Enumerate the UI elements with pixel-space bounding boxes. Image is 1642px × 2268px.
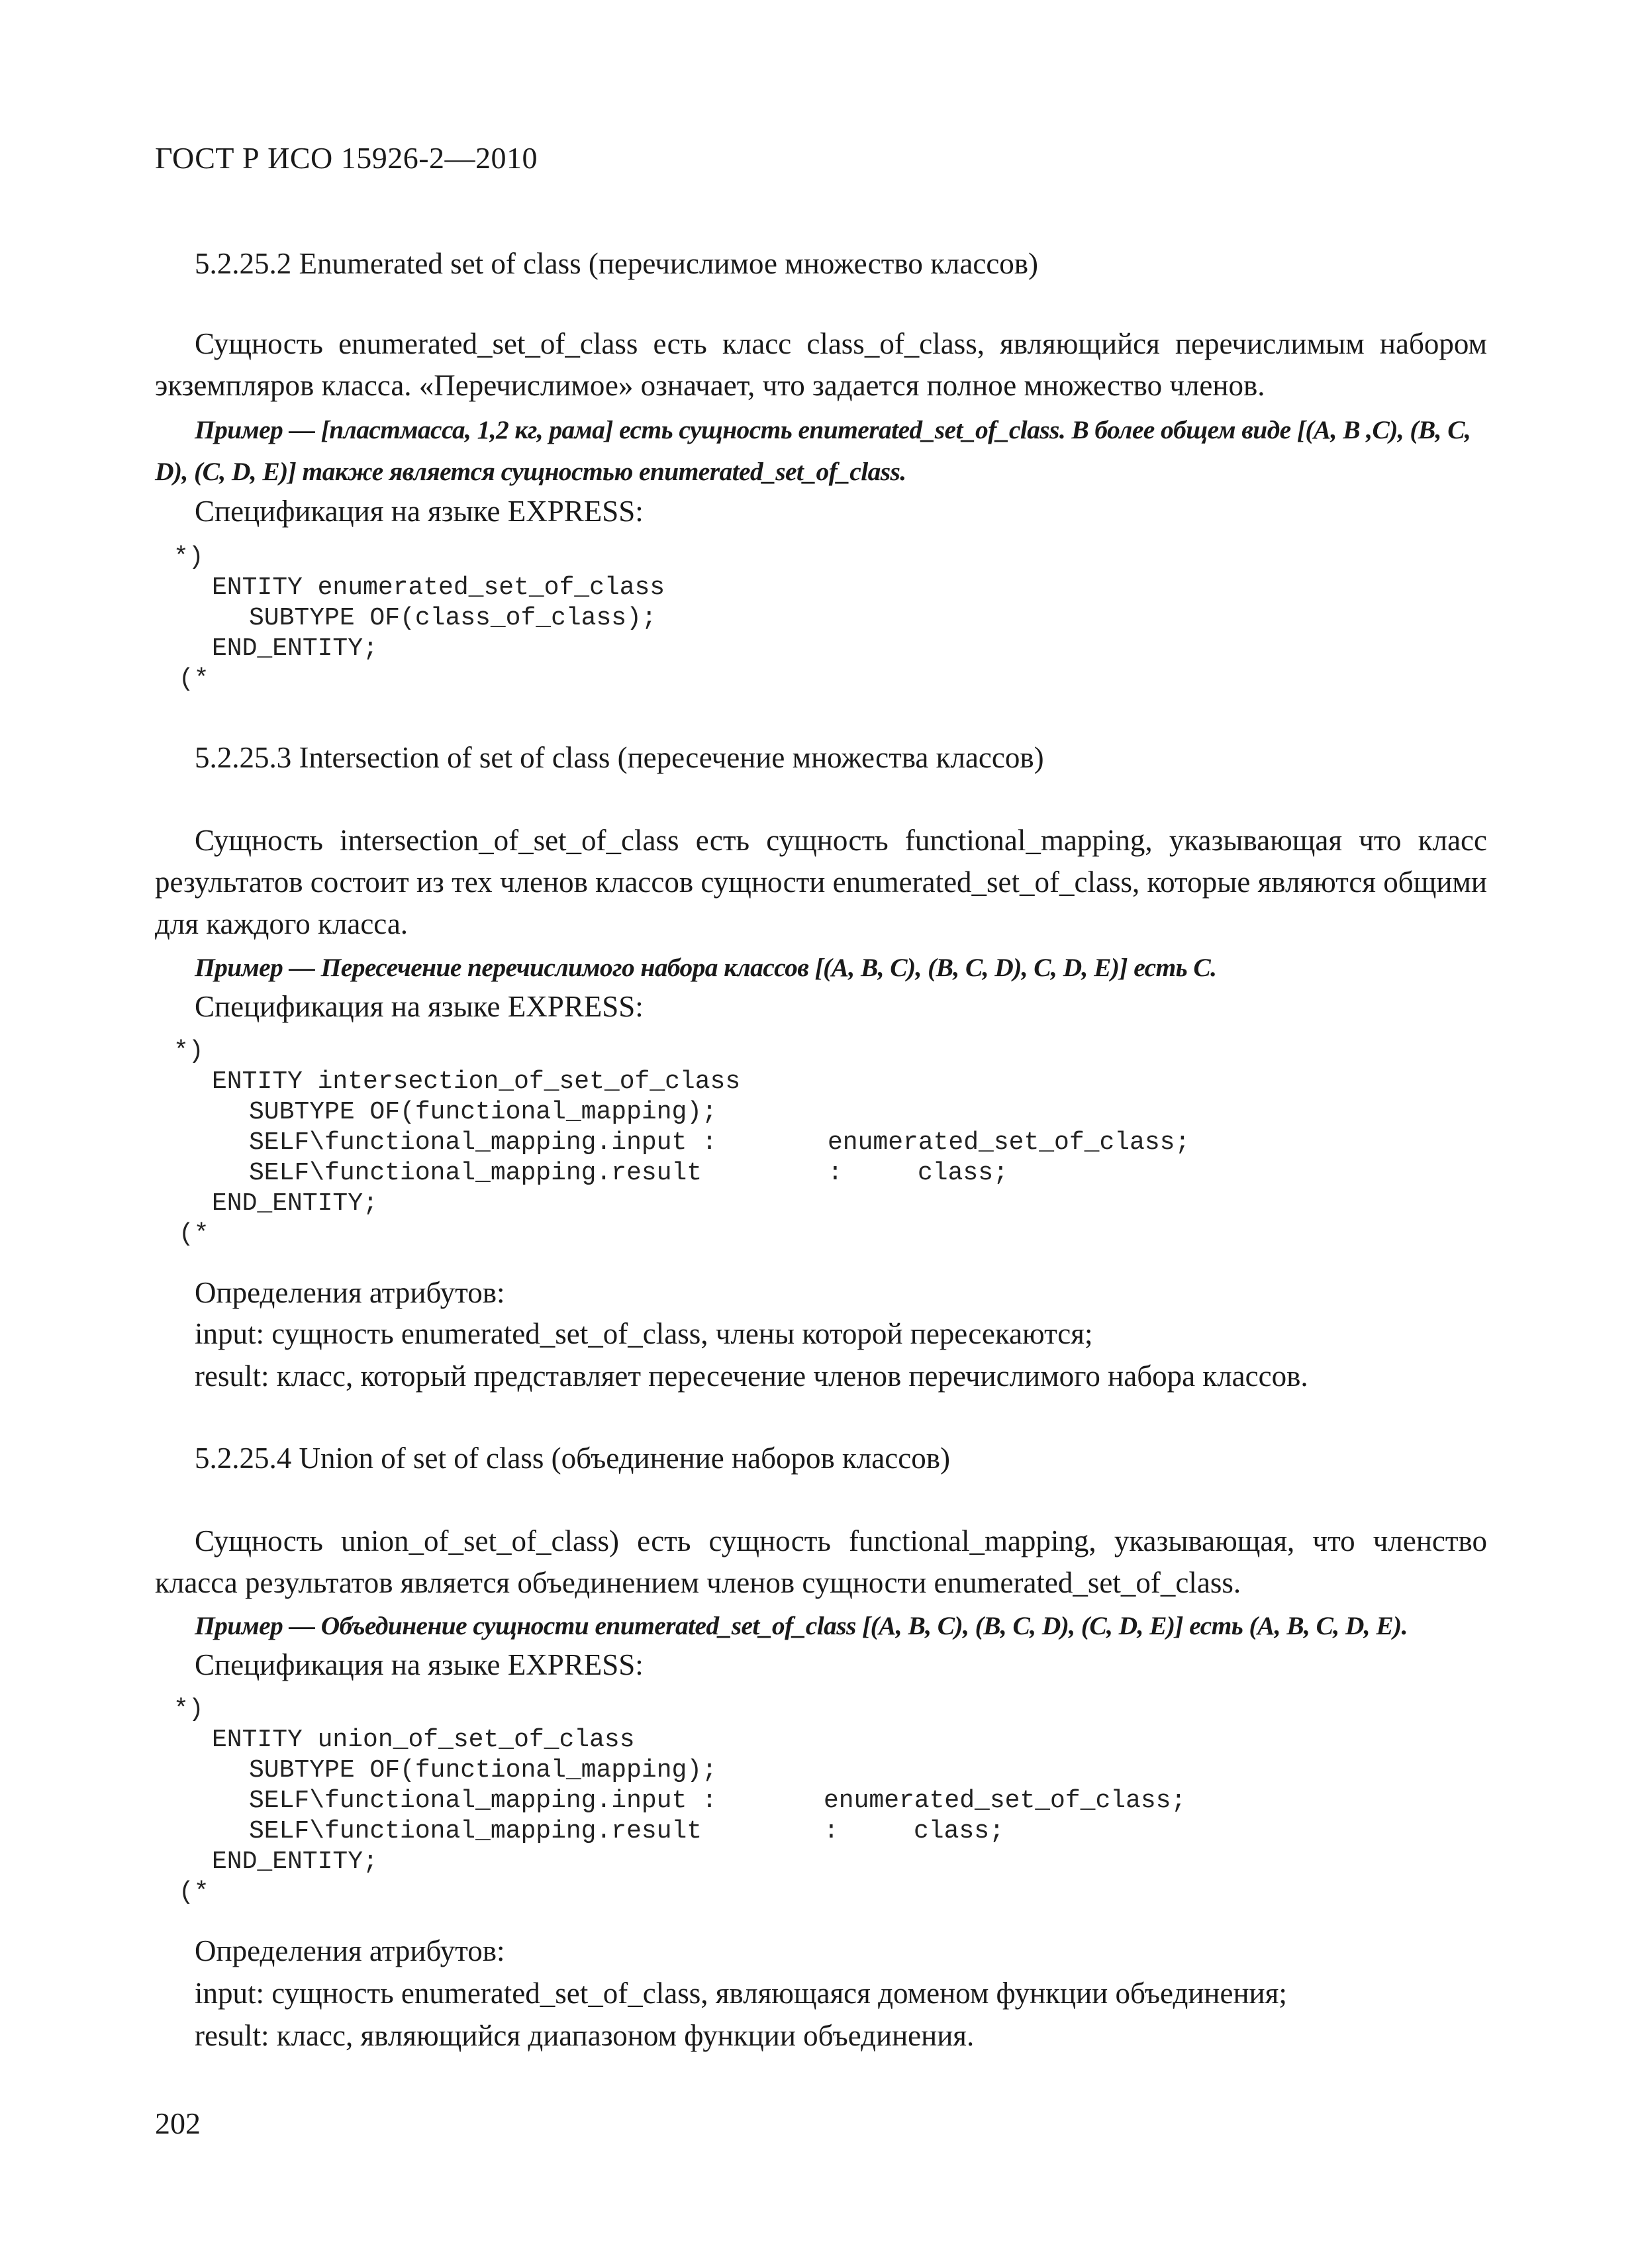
code-subtype-line: SUBTYPE OF(class_of_class); bbox=[249, 604, 657, 632]
attribute-definitions-title: Определения атрибутов: bbox=[195, 1934, 505, 1967]
attribute-input-definition: input: сущность enumerated_set_of_class, члены которой пересекаются; bbox=[195, 1317, 1093, 1350]
express-spec-label: Спецификация на языке EXPRESS: bbox=[195, 495, 644, 528]
code-result-line: SELF\functional_mapping.result bbox=[249, 1817, 702, 1846]
example-union: Пример — Объединение сущности enumerated_set_of_class [(A, B, C), (B, C, D), (C, D, E)] есть (A, B, C, D, E). bbox=[195, 1611, 1408, 1640]
example-intersection: Пример — Пересечение перечислимого набора классов [(A, B, C), (B, C, D), C, D, E)] есть C. bbox=[195, 953, 1217, 982]
page-number: 202 bbox=[155, 2106, 201, 2140]
code-entity-line: ENTITY union_of_set_of_class bbox=[212, 1726, 635, 1754]
attribute-input-definition: input: сущность enumerated_set_of_class, являющаяся доменом функции объединения; bbox=[195, 1977, 1287, 2010]
attribute-definitions-title: Определения атрибутов: bbox=[195, 1276, 505, 1309]
attribute-result-definition: result: класс, который представляет пересечение членов перечислимого набора классов. bbox=[195, 1359, 1308, 1393]
code-input-type: enumerated_set_of_class; bbox=[824, 1787, 1186, 1815]
document-header: ГОСТ Р ИСО 15926-2—2010 bbox=[155, 141, 538, 175]
code-comment-close: (* bbox=[179, 1878, 209, 1906]
section-body-union: Сущность union_of_set_of_class) есть сущность functional_mapping, указывающая, что членство класса результатов является объединением членов сущности enumerated_set_of_class. bbox=[155, 1524, 1487, 1599]
example-enumerated-set: Пример — [пластмасса, 1,2 кг, рама] есть сущность enumerated_set_of_class. В более общем виде [(A, B ,C), (B, C, D), (C, D, E)] также является сущностью enumerated_set_of_class. bbox=[155, 415, 1471, 486]
code-end-entity-line: END_ENTITY; bbox=[212, 634, 378, 663]
code-result-type: class; bbox=[918, 1159, 1008, 1187]
express-spec-label: Спецификация на языке EXPRESS: bbox=[195, 990, 644, 1023]
section-heading-intersection: 5.2.25.3 Intersection of set of class (пересечение множества классов) bbox=[195, 741, 1044, 774]
section-body-intersection: Сущность intersection_of_set_of_class есть сущность functional_mapping, указывающая что класс результатов состоит из тех членов классов сущности enumerated_set_of_class, которые являются общими для каждого класса. bbox=[155, 824, 1487, 940]
code-subtype-line: SUBTYPE OF(functional_mapping); bbox=[249, 1098, 717, 1126]
code-result-line: SELF\functional_mapping.result bbox=[249, 1159, 702, 1187]
code-result-type: class; bbox=[914, 1817, 1004, 1846]
code-input-line: SELF\functional_mapping.input : bbox=[249, 1128, 717, 1157]
express-spec-label: Спецификация на языке EXPRESS: bbox=[195, 1648, 644, 1681]
section-heading-union: 5.2.25.4 Union of set of class (объединение наборов классов) bbox=[195, 1442, 950, 1475]
code-comment-close: (* bbox=[179, 665, 209, 693]
code-comment-open: *) bbox=[173, 543, 204, 571]
code-result-colon: : bbox=[824, 1817, 839, 1846]
attribute-result-definition: result: класс, являющийся диапазоном функции объединения. bbox=[195, 2019, 975, 2052]
code-end-entity-line: END_ENTITY; bbox=[212, 1189, 378, 1218]
code-input-type: enumerated_set_of_class; bbox=[828, 1128, 1190, 1157]
code-entity-line: ENTITY enumerated_set_of_class bbox=[212, 573, 665, 602]
code-subtype-line: SUBTYPE OF(functional_mapping); bbox=[249, 1756, 717, 1785]
code-result-colon: : bbox=[828, 1159, 843, 1187]
code-end-entity-line: END_ENTITY; bbox=[212, 1848, 378, 1876]
section-body-enumerated-set: Сущность enumerated_set_of_class есть класс class_of_class, являющийся перечислимым набором экземпляров класса. «Перечислимое» означает, что задается полное множество членов. bbox=[155, 327, 1487, 402]
code-comment-close: (* bbox=[179, 1220, 209, 1248]
code-comment-open: *) bbox=[173, 1037, 204, 1065]
section-heading-enumerated-set: 5.2.25.2 Enumerated set of class (перечислимое множество классов) bbox=[195, 247, 1039, 280]
code-input-line: SELF\functional_mapping.input : bbox=[249, 1787, 717, 1815]
code-entity-line: ENTITY intersection_of_set_of_class bbox=[212, 1067, 741, 1096]
code-comment-open: *) bbox=[173, 1695, 204, 1724]
